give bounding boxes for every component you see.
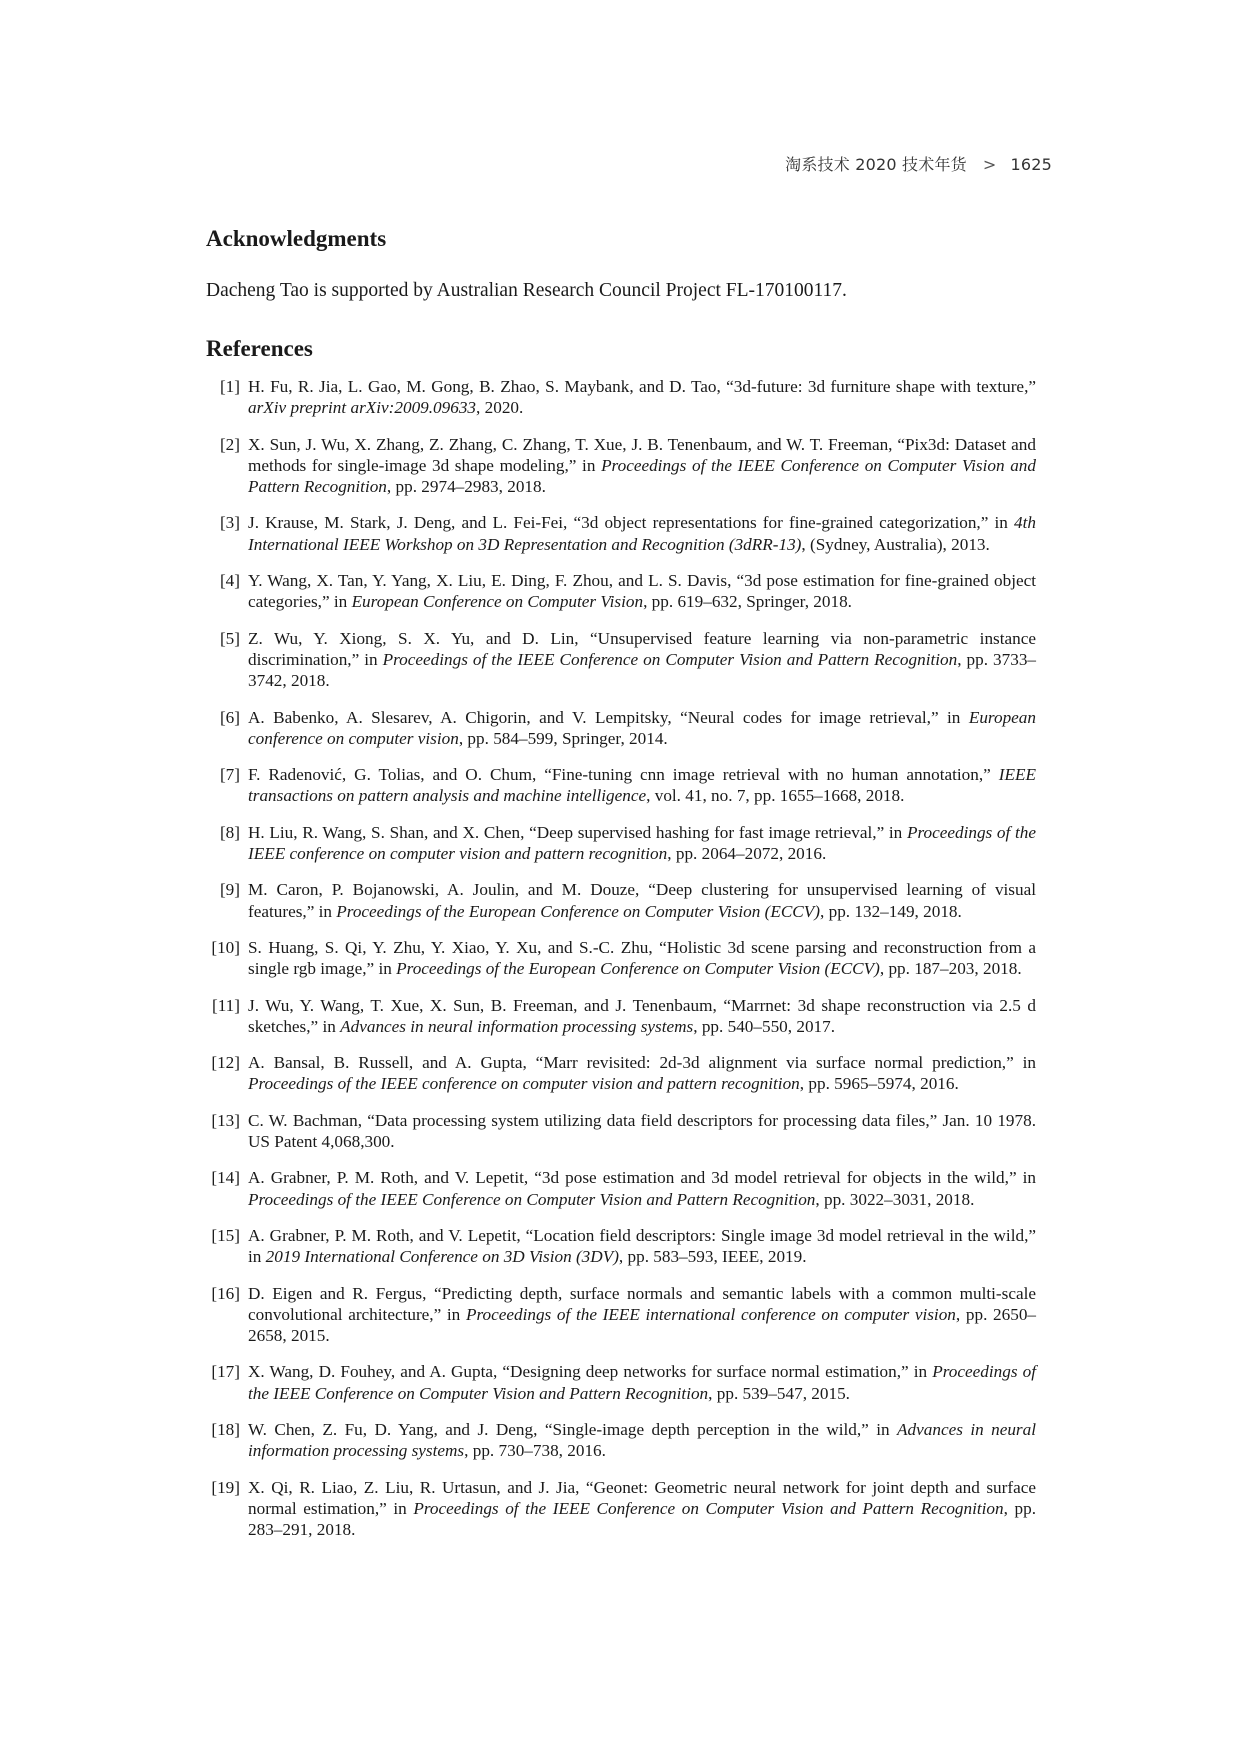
reference-authors-title: M. Caron, P. Bojanowski, A. Joulin, and M. Douze, “Deep clustering for unsupervised learning of visual features,” in [248, 880, 1036, 921]
header-title: 淘系技术 2020 技术年货 [785, 155, 967, 174]
reference-item [206, 1283, 1036, 1347]
reference-details: , pp. 539–547, 2015. [708, 1383, 850, 1403]
reference-venue: Proceedings of the IEEE Conference on Computer Vision and Pattern Recognition [248, 1362, 1036, 1403]
reference-item [206, 1052, 1036, 1095]
reference-authors-title: J. Krause, M. Stark, J. Deng, and L. Fei-Fei, “3d object representations for fine-grained categorization,” in [248, 513, 1015, 533]
reference-number: [16] [211, 1283, 240, 1303]
reference-details: , pp. 540–550, 2017. [693, 1016, 836, 1036]
reference-authors-title: A. Babenko, A. Slesarev, A. Chigorin, and V. Lempitsky, “Neural codes for image retrieval,” in [248, 707, 969, 727]
reference-authors-title: J. Wu, Y. Wang, T. Xue, X. Sun, B. Freeman, and J. Tenenbaum, “Marrnet: 3d shape reconstruction via 2.5 d sketches,” in [248, 995, 1036, 1036]
reference-number: [12] [211, 1053, 240, 1073]
running-header [785, 152, 1052, 175]
reference-details: , pp. 619–632, Springer, 2018. [643, 592, 852, 612]
reference-item [206, 434, 1036, 498]
reference-details: , pp. 283–291, 2018. [248, 1498, 1036, 1540]
reference-number: [9] [219, 880, 240, 900]
reference-number: [7] [219, 765, 240, 785]
reference-venue: 4th International IEEE Workshop on 3D Representation and Recognition (3dRR-13) [248, 513, 1036, 554]
reference-venue: Advances in neural information processing systems [248, 1419, 1036, 1461]
reference-venue: arXiv preprint arXiv:2009.09633 [248, 398, 477, 418]
header-separator: > [982, 155, 997, 174]
acknowledgments-text: Dacheng Tao is supported by Australian Research Council Project FL-170100117. [206, 280, 847, 301]
reference-list [206, 376, 1036, 1540]
reference-details: , 2020. [476, 398, 524, 418]
reference-authors-title: C. W. Bachman, “Data processing system utilizing data field descriptors for processing data files,” Jan. 10 1978. US Patent 4,068,300. [248, 1110, 1036, 1152]
reference-authors-title: F. Radenović, G. Tolias, and O. Chum, “Fine-tuning cnn image retrieval with no human annotation,” [248, 765, 999, 785]
reference-authors-title: H. Liu, R. Wang, S. Shan, and X. Chen, “Deep supervised hashing for fast image retrieval,” in [248, 822, 907, 842]
reference-authors-title: X. Qi, R. Liao, Z. Liu, R. Urtasun, and J. Jia, “Geonet: Geometric neural network for joint depth and surface normal estimation,” in [248, 1477, 1036, 1518]
reference-venue: Proceedings of the IEEE Conference on Computer Vision and Pattern Recognition [248, 1189, 816, 1209]
reference-number: [14] [211, 1168, 240, 1188]
reference-venue: Proceedings of the European Conference on Computer Vision (ECCV) [336, 901, 820, 921]
page-number: 1625 [1010, 155, 1052, 174]
reference-authors-title: A. Bansal, B. Russell, and A. Gupta, “Marr revisited: 2d-3d alignment via surface normal prediction,” in [248, 1053, 1036, 1073]
reference-number: [11] [212, 995, 240, 1015]
reference-item [206, 1110, 1036, 1153]
reference-number: [13] [211, 1110, 240, 1130]
reference-item [206, 1167, 1036, 1210]
reference-item [206, 764, 1036, 807]
reference-venue: Proceedings of the IEEE international conference on computer vision [465, 1304, 956, 1324]
reference-details: , pp. 5965–5974, 2016. [799, 1074, 959, 1094]
reference-number: [3] [219, 513, 240, 533]
reference-number: [1] [219, 377, 240, 396]
reference-venue: 2019 International Conference on 3D Vision (3DV) [265, 1247, 619, 1267]
reference-authors-title: Y. Wang, X. Tan, Y. Yang, X. Liu, E. Ding, F. Zhou, and L. S. Davis, “3d pose estimation for fine-grained object categories,” in [248, 571, 1036, 612]
reference-number: [17] [211, 1362, 240, 1382]
reference-authors-title: X. Sun, J. Wu, X. Zhang, Z. Zhang, C. Zhang, T. Xue, J. B. Tenenbaum, and W. T. Freeman, “Pix3d: Dataset and methods for single-image 3d shape modeling,” in [248, 434, 1036, 475]
reference-number: [5] [219, 628, 240, 648]
reference-details: , pp. 187–203, 2018. [879, 959, 1022, 979]
reference-details: , pp. 2974–2983, 2018. [386, 477, 546, 497]
reference-item [206, 707, 1036, 750]
reference-venue: Proceedings of the IEEE conference on computer vision and pattern recognition [248, 1074, 800, 1094]
reference-authors-title: A. Grabner, P. M. Roth, and V. Lepetit, “Location field descriptors: Single image 3d model retrieval in the wild,” in [248, 1225, 1036, 1267]
reference-number: [8] [219, 822, 240, 842]
reference-venue: Advances in neural information processing systems [340, 1016, 694, 1036]
reference-venue: Proceedings of the IEEE Conference on Computer Vision and Pattern Recognition [248, 455, 1036, 497]
reference-item [206, 1419, 1036, 1462]
reference-item [206, 628, 1036, 692]
reference-number: [2] [219, 434, 240, 454]
reference-authors-title: W. Chen, Z. Fu, D. Yang, and J. Deng, “Single-image depth perception in the wild,” in [248, 1419, 898, 1439]
reference-details: , pp. 584–599, Springer, 2014. [458, 728, 668, 748]
reference-number: [19] [211, 1477, 240, 1497]
reference-details: , pp. 2064–2072, 2016. [667, 844, 827, 864]
reference-item [206, 376, 1036, 419]
reference-item [206, 1361, 1036, 1404]
reference-item [206, 570, 1036, 613]
reference-number: [4] [219, 571, 240, 591]
reference-venue: Proceedings of the European Conference on Computer Vision (ECCV) [396, 959, 880, 979]
reference-number: [6] [219, 707, 240, 727]
reference-venue: Proceedings of the IEEE conference on computer vision and pattern recognition [248, 822, 1036, 864]
reference-item [206, 1225, 1036, 1268]
reference-authors-title: S. Huang, S. Qi, Y. Zhu, Y. Xiao, Y. Xu, and S.-C. Zhu, “Holistic 3d scene parsing and reconstruction from a single rgb image,” in [248, 937, 1036, 979]
reference-item [206, 937, 1036, 980]
reference-details: , pp. 2650–2658, 2015. [248, 1304, 1037, 1346]
reference-authors-title: D. Eigen and R. Fergus, “Predicting depth, surface normals and semantic labels with a common multi-scale convolutional architecture,” in [248, 1283, 1036, 1324]
reference-details: , (Sydney, Australia), 2013. [801, 534, 990, 554]
reference-item [206, 995, 1036, 1038]
reference-item [206, 879, 1036, 922]
reference-venue: European conference on computer vision [248, 707, 1036, 748]
acknowledgments-heading: Acknowledgments [206, 226, 387, 251]
reference-authors-title: A. Grabner, P. M. Roth, and V. Lepetit, “3d pose estimation and 3d model retrieval for objects in the wild,” in [248, 1168, 1036, 1188]
references-heading: References [206, 336, 313, 361]
reference-details: , pp. 132–149, 2018. [820, 901, 962, 921]
reference-venue: European Conference on Computer Vision [351, 592, 644, 612]
reference-item [206, 512, 1036, 555]
reference-venue: Proceedings of the IEEE Conference on Computer Vision and Pattern Recognition [382, 649, 958, 669]
reference-details: , pp. 583–593, IEEE, 2019. [618, 1247, 807, 1267]
reference-authors-title: Z. Wu, Y. Xiong, S. X. Yu, and D. Lin, “Unsupervised feature learning via non-parametric instance discrimination,” in [248, 628, 1036, 669]
page-content [206, 224, 1036, 1555]
reference-details: , pp. 3022–3031, 2018. [815, 1189, 975, 1209]
reference-authors-title: X. Wang, D. Fouhey, and A. Gupta, “Designing deep networks for surface normal estimation,” in [248, 1362, 933, 1382]
reference-venue: IEEE transactions on pattern analysis and machine intelligence [248, 765, 1036, 806]
reference-details: , pp. 3733–3742, 2018. [248, 649, 1037, 691]
reference-details: , pp. 730–738, 2016. [464, 1441, 606, 1461]
reference-number: [18] [211, 1419, 240, 1439]
reference-venue: Proceedings of the IEEE Conference on Computer Vision and Pattern Recognition [413, 1498, 1004, 1518]
reference-item [206, 822, 1036, 865]
reference-number: [10] [211, 937, 240, 957]
reference-item [206, 1477, 1036, 1541]
reference-authors-title: H. Fu, R. Jia, L. Gao, M. Gong, B. Zhao, S. Maybank, and D. Tao, “3d-future: 3d furniture shape with texture,” [248, 377, 1036, 396]
reference-details: , vol. 41, no. 7, pp. 1655–1668, 2018. [646, 786, 905, 806]
reference-number: [15] [211, 1225, 240, 1245]
